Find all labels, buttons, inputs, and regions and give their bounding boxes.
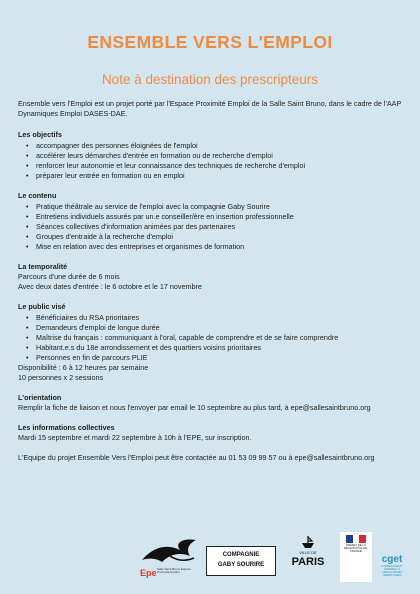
- infos-text: Mardi 15 septembre et mardi 22 septembre à 10h à l'EPE, sur inscription.: [18, 433, 252, 442]
- list-item: • Bénéficiaires du RSA prioritaires: [36, 313, 406, 323]
- list-item: • Séances collectives d'information animées par des partenaires: [36, 222, 406, 232]
- document-body: [18, 99, 406, 463]
- contenu-list: [18, 202, 406, 252]
- orientation-text: Remplir la fiche de liaison et nous l'envoyer par email le 10 septembre au plus tard, à epe@sallesaintbruno.org: [18, 403, 371, 412]
- cget-logo-subtext: COMMISSARIAT GÉNÉRAL À L'ÉGALITÉ DES TERRITOIRES: [381, 564, 403, 577]
- section-heading: Le contenu: [18, 191, 57, 200]
- public-line: Disponibilité : 6 à 12 heures par semaine: [18, 363, 149, 372]
- epe-logo: [140, 536, 204, 582]
- list-item: • Pratique théâtrale au service de l'emploi avec la compagnie Gaby Sourire: [36, 202, 406, 212]
- section-objectifs: [18, 130, 406, 181]
- section-infos: [18, 423, 406, 443]
- list-item: • Personnes en fin de parcours PLIE: [36, 353, 406, 363]
- list-item: • Demandeurs d'emploi de longue durée: [36, 323, 406, 333]
- temporalite-line: Avec deux dates d'entrée : le 6 octobre et le 17 novembre: [18, 282, 202, 291]
- list-item: • Habitant.e.s du 18e arrondissement et des quartiers voisins prioritaires: [36, 343, 406, 353]
- page-title: ENSEMBLE VERS L'EMPLOI: [87, 32, 333, 52]
- prefet-logo: [340, 532, 372, 582]
- section-heading: Le public visé: [18, 302, 66, 311]
- section-heading: Les informations collectives: [18, 423, 115, 432]
- prefet-logo-text: PRÉFET DE LA RÉGION D'ÎLE-DE-FRANCE: [343, 543, 369, 554]
- intro-paragraph: Ensemble vers l'Emploi est un projet porté par l'Espace Proximité Emploi de la Salle Saint Bruno, dans le cadre de l'AAP Dynamiques Emploi DASES-DAE.: [18, 99, 402, 118]
- list-item: • Maîtrise du français : communiquant à l'oral, capable de comprendre et de se faire comprendre: [36, 333, 406, 343]
- paris-ship-icon: [300, 534, 316, 550]
- list-item: • Groupes d'entraide à la recherche d'emploi: [36, 232, 406, 242]
- gaby-sourire-logo: [206, 546, 276, 576]
- list-item: • renforcer leur autonomie et leur connaissance des techniques de recherche d'emploi: [36, 161, 406, 171]
- cget-logo: [377, 546, 407, 576]
- list-item: • Mise en relation avec des entreprises et organismes de formation: [36, 242, 406, 252]
- french-flag-icon: [346, 535, 366, 543]
- section-contenu: [18, 191, 406, 252]
- paris-logo: [283, 532, 333, 584]
- contact-paragraph: L'Equipe du projet Ensemble Vers l'Emploi peut être contactée au 01 53 09 99 57 ou à epe@sallesaintbruno.org: [18, 453, 375, 462]
- list-item: • accompagner des personnes éloignées de l'emploi: [36, 141, 406, 151]
- section-public: [18, 302, 406, 383]
- list-item: • accélérer leurs démarches d'entrée en formation ou de recherche d'emploi: [36, 151, 406, 161]
- section-heading: Les objectifs: [18, 130, 62, 139]
- gaby-logo-line1: COMPAGNIE: [222, 552, 260, 558]
- objectifs-list: [18, 141, 406, 181]
- public-line: 10 personnes x 2 sessions: [18, 373, 104, 382]
- section-orientation: [18, 393, 406, 413]
- logo-footer: [0, 528, 420, 588]
- page-subtitle: Note à destination des prescripteurs: [101, 72, 319, 87]
- epe-logo-text: Epe: [140, 568, 157, 578]
- paris-logo-text: PARIS: [291, 556, 325, 568]
- section-heading: L'orientation: [18, 393, 62, 402]
- cget-logo-text: cget: [381, 554, 403, 565]
- section-heading: La temporalité: [18, 262, 68, 271]
- list-item: • Entretiens individuels assurés par un.e conseiller/ère en insertion professionnelle: [36, 212, 406, 222]
- paris-logo-ville: VILLE DE: [299, 550, 317, 555]
- public-list: [18, 313, 406, 363]
- gaby-logo-line2: GABY SOURIRE: [217, 562, 265, 568]
- epe-logo-subtext: Salle Saint Bruno Espace Proximité Emploi: [157, 567, 192, 575]
- bird-icon: [140, 536, 204, 568]
- section-temporalite: [18, 262, 406, 292]
- list-item: • préparer leur entrée en formation ou en emploi: [36, 171, 406, 181]
- temporalite-line: Parcours d'une durée de 6 mois: [18, 272, 120, 281]
